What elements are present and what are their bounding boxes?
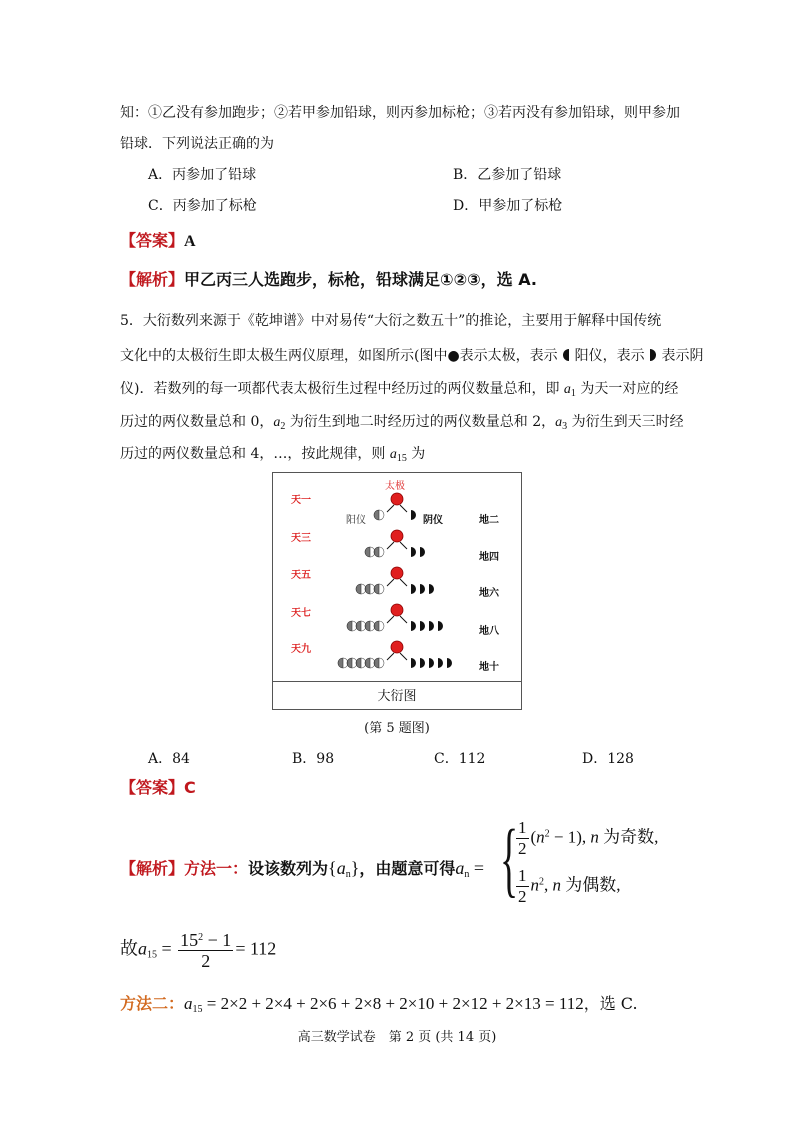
- connector-line: [400, 542, 407, 549]
- yin-half: [438, 658, 443, 668]
- yang-half-outline: [379, 584, 384, 594]
- left-label-9: 天九: [291, 644, 311, 655]
- yin-half: [438, 621, 443, 631]
- yang-half-outline: [379, 547, 384, 557]
- piecewise-even: $\frac{1}{2}$ $n^2$, n 为偶数,: [518, 866, 621, 906]
- yin-half: [429, 584, 434, 594]
- q5-stem-line2: 文化中的太极衍生即太极生两仪原理，如图所示(图中●表示太极，表示 阳仪，表示 表示阴: [120, 348, 704, 364]
- taiji-circle: [391, 604, 403, 616]
- q4-option-b: B．乙参加了铅球: [453, 167, 562, 183]
- analysis-label: 【解析】: [120, 270, 185, 289]
- answer-label: 【答案】: [120, 231, 185, 250]
- figure-caption: 大衍图: [377, 689, 417, 704]
- left-label-7: 天七: [291, 608, 311, 619]
- taiji-circle: [391, 567, 403, 579]
- yang-half-outline: [379, 621, 384, 631]
- left-label-3: 天三: [291, 533, 311, 544]
- q4-answer: [120, 229, 196, 254]
- left-label-5: 天五: [291, 570, 311, 581]
- yang-half-outline: [379, 510, 384, 520]
- connector-line: [387, 616, 394, 623]
- q4-analysis: [120, 268, 537, 292]
- taiji-label: 太极: [385, 481, 405, 492]
- answer-label: 【答案】: [120, 778, 185, 797]
- yin-half: [447, 658, 452, 668]
- q4-option-a: A．丙参加了铅球: [148, 167, 257, 183]
- q5-result: 故$a_{15}$ = $\frac{15^2 - 1}{2}$ = 112: [120, 930, 277, 971]
- yin-half: [411, 510, 416, 520]
- q5-option-c: C．112: [434, 751, 486, 767]
- yin-half: [429, 658, 434, 668]
- q5-method2: 方法二：$a_{15} = 2\times 2 + 2\times 4 + 2\times 6 + 2\times 8 + 2\times 10 + 2\times 12 + 2\times 13 = 112$，选 C.: [120, 994, 638, 1015]
- right-label-2: 地二: [479, 515, 499, 526]
- yin-half: [411, 584, 416, 594]
- yang-half-outline: [379, 658, 384, 668]
- connector-line: [400, 653, 407, 660]
- dayan-figure: [272, 472, 522, 710]
- page-footer: 高三数学试卷 第 2 页 (共 14 页): [297, 1030, 497, 1045]
- q4-option-d: D．甲参加了标枪: [453, 198, 563, 214]
- q5-stem-line4: 历过的两仪数量总和 0，$a_2$ 为衍生到地二时经历过的两仪数量总和 2，$a_3$ 为衍生到天三时经: [120, 414, 684, 432]
- yin-half: [420, 584, 425, 594]
- yang-half: [347, 621, 352, 631]
- yang-half: [338, 658, 343, 668]
- taiji-circle: [391, 530, 403, 542]
- connector-line: [387, 653, 394, 660]
- connector-line: [387, 579, 394, 586]
- yang-half: [374, 510, 379, 520]
- connector-line: [400, 616, 407, 623]
- q5-answer: [120, 776, 196, 800]
- yin-half: [420, 621, 425, 631]
- q5-option-a: A．84: [148, 751, 190, 767]
- piecewise-brace: {: [500, 813, 519, 906]
- piecewise-odd: $\frac{1}{2}$ $(n^2 - 1)$, n 为奇数,: [518, 818, 659, 858]
- q5-method1: 【解析】方法一：设该数列为$\{a_n\}$，由题意可得$a_n$ =: [120, 858, 484, 880]
- yin-half: [420, 658, 425, 668]
- answer-value: C: [184, 778, 196, 797]
- figure-divider: [273, 681, 521, 682]
- yang-half: [356, 584, 361, 594]
- q4-stem-line1: 知：①乙没有参加跑步；②若甲参加铅球，则丙参加标枪；③若丙没有参加铅球，则甲参加: [120, 105, 680, 121]
- q5-stem-line1: 5．大衍数列来源于《乾坤谱》中对易传“大衍之数五十”的推论，主要用于解释中国传统: [120, 313, 662, 329]
- yin-half-icon: [649, 348, 657, 362]
- left-label-1: 天一: [291, 495, 311, 506]
- yin-half: [420, 547, 425, 557]
- connector-line: [387, 542, 394, 549]
- analysis-text: 甲乙丙三人选跑步，标枪，铅球满足①②③，选 A.: [184, 270, 537, 289]
- connector-line: [387, 505, 394, 512]
- yang-label: 阳仪: [346, 515, 366, 526]
- right-label-6: 地六: [479, 588, 499, 599]
- connector-line: [400, 505, 407, 512]
- q5-option-b: B．98: [292, 751, 335, 767]
- yin-half: [429, 621, 434, 631]
- right-label-10: 地十: [479, 662, 499, 673]
- q4-stem-line2: 铅球．下列说法正确的为: [120, 136, 274, 152]
- yin-half: [411, 621, 416, 631]
- answer-value: A: [184, 233, 196, 250]
- yang-half-icon: [562, 348, 570, 362]
- taiji-circle: [391, 641, 403, 653]
- yin-half: [411, 658, 416, 668]
- connector-line: [400, 579, 407, 586]
- yin-half: [411, 547, 416, 557]
- q5-stem-line3: 仪)．若数列的每一项都代表太极衍生过程中经历过的两仪数量总和，即 $a_1$ 为天一对应的经: [120, 381, 679, 399]
- right-label-4: 地四: [479, 552, 499, 563]
- yin-label: 阴仪: [423, 515, 443, 526]
- taiji-circle: [391, 493, 403, 505]
- q4-option-c: C．丙参加了标枪: [148, 198, 257, 214]
- yang-half: [365, 547, 370, 557]
- q5-option-d: D．128: [582, 751, 634, 767]
- right-label-8: 地八: [479, 626, 499, 637]
- figure-number: (第 5 题图): [364, 721, 430, 736]
- q5-stem-line5: 历过的两仪数量总和 4，…，按此规律，则 $a_{15}$ 为: [120, 446, 426, 464]
